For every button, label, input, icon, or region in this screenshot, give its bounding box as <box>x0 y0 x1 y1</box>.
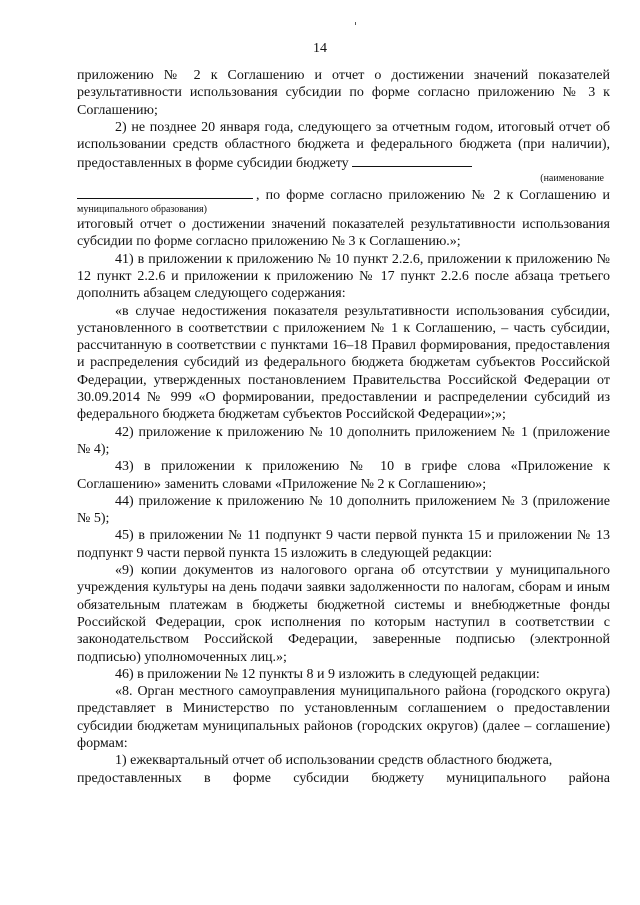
paragraph-46-item1: 1) ежеквартальный отчет об использовании средств областного бюджета, <box>115 753 553 769</box>
blank-line <box>352 153 472 167</box>
paragraph-42: 42) приложение к приложению № 10 дополнить приложением № 1 (приложение № 4); <box>77 424 610 457</box>
paragraph-44: 44) приложение к приложению № 10 дополнить приложением № 3 (приложение № 5); <box>77 493 610 527</box>
paragraph-46-item1-cont: предоставленных в форме субсидии бюджету муниципального района <box>77 770 610 786</box>
note-naimenovanie: (наименование <box>540 172 604 184</box>
paragraph-46: 46) в приложении № 12 пункты 8 и 9 изложить в следующей редакции: <box>115 666 540 682</box>
top-mark <box>355 22 356 25</box>
paragraph-p2b <box>77 185 610 204</box>
note-municipal: муниципального образования) <box>77 204 207 216</box>
paragraph-p2 <box>77 119 610 173</box>
paragraph-p1: приложению № 2 к Соглашению и отчет о достижении значений показателей результативности использования субсидии по форме согласно приложению № 3 к Соглашению; <box>77 68 610 118</box>
paragraph-41: 41) в приложении к приложению № 10 пункт 2.2.6, приложении к приложению № 12 пункт 2.2.6 и приложении к приложению № 17 пункт 2.2.6 после абзаца третьего дополнить абзацем следующего содержания: <box>77 251 610 302</box>
page-number: 14 <box>313 41 327 56</box>
blank-line-2 <box>77 185 253 199</box>
paragraph-46-quote: «8. Орган местного самоуправления муниципального района (городского округа) представляет в Министерство по установленным соглашением о предоставлении субсидии бюджетам муниципальных районов (городских округов) (далее – соглашение) формам: <box>77 684 610 751</box>
paragraph-p2b-text: , по форме согласно приложению № 2 к Соглашению и <box>256 187 610 203</box>
document-body <box>77 67 610 787</box>
paragraph-p2-text: 2) не позднее 20 января года, следующего за отчетным годом, итоговый отчет об использовании средств областного бюджета и федерального бюджета (при наличии), предоставленных в форме субсидии бюджету <box>77 119 610 172</box>
paragraph-41-quote: «в случае недостижения показателя результативности использования субсидии, установленного в соответствии с приложением № 1 к Соглашению, – часть субсидии, рассчитанную в соответствии с пунктами 16–18 Правил формирования, предоставления и распределения субсидий из федерального бюджета бюджетам субъектов Российской Федерации, утвержденных постановлением Правительства Российской Федерации от 30.09.2014 № 999 «О формировании, предоставлении и распределении субсидий из федерального бюджета бюджетам субъектов Российской Федерации»;»; <box>77 303 610 423</box>
paragraph-p2c: итоговый отчет о достижении значений показателей результативности использования субсидии по форме согласно приложению № 3 к Соглашению.»; <box>77 217 610 250</box>
paragraph-43: 43) в приложении к приложению № 10 в грифе слова «Приложение к Соглашению» заменить словами «Приложение № 2 к Соглашению»; <box>77 459 610 492</box>
paragraph-45-quote: «9) копии документов из налогового органа об отсутствии у муниципального учреждения культуры на день подачи заявки задолженности по налогам, сборам и иным обязательным платежам в бюджеты бюджетной системы и внебюджетные фонды Российской Федерации, срок исполнения по которым наступил в соответствии с законодательством Российской Федерации, заверенные подписью (электронной подписью) уполномоченных лиц.»; <box>77 563 610 665</box>
paragraph-45: 45) в приложении № 11 подпункт 9 части первой пункта 15 и приложении № 13 подпункт 9 части первой пункта 15 изложить в следующей редакции: <box>77 528 610 561</box>
